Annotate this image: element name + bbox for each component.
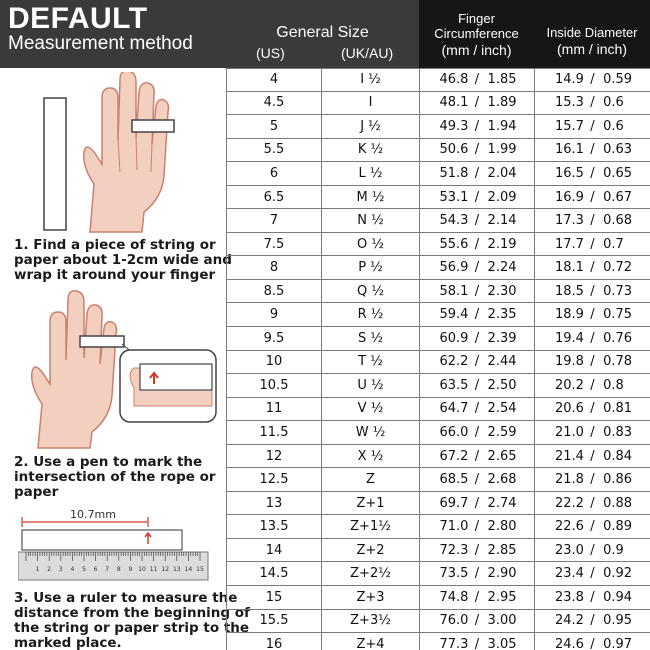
string-and-hand-illustration: [8, 72, 220, 234]
finger-circumference-cell: 68.5 / 2.68: [419, 468, 534, 491]
hand-icon: [32, 291, 117, 448]
us-size-cell: 7: [226, 209, 321, 232]
finger-circumference-cell: 54.3 / 2.14: [419, 209, 534, 232]
general-size-label: General Size: [276, 24, 369, 41]
general-size-header: [226, 0, 419, 68]
finger-circumference-cell: 46.8 / 1.85: [419, 69, 534, 91]
us-size-cell: 11.5: [226, 421, 321, 444]
us-size-cell: 12: [226, 445, 321, 468]
inside-diameter-cell: 20.6 / 0.81: [534, 398, 650, 421]
table-row: [226, 280, 650, 304]
size-rows: [226, 68, 650, 650]
step-1-instructions: 1. Find a piece of string or paper about 1-2cm wide and wrap it around your finger: [14, 237, 232, 283]
uk-size-cell: I: [321, 92, 419, 115]
ruler-tick-label: 2: [47, 566, 52, 573]
us-size-cell: 14: [226, 539, 321, 562]
uk-column-label: (UK/AU): [341, 45, 394, 61]
uk-size-cell: Z+1½: [321, 515, 419, 538]
us-size-cell: 9: [226, 303, 321, 326]
ruler-tick-label: 14: [184, 566, 193, 573]
table-row: [226, 139, 650, 163]
table-row: [226, 351, 650, 375]
uk-size-cell: U ½: [321, 374, 419, 397]
table-row: [226, 610, 650, 634]
inside-diameter-header: Inside Diameter (mm / inch): [534, 0, 650, 68]
us-size-cell: 11: [226, 398, 321, 421]
uk-size-cell: P ½: [321, 256, 419, 279]
us-size-cell: 4: [226, 69, 321, 91]
pen-mark-illustration: [8, 288, 220, 450]
uk-size-cell: Z+4: [321, 633, 419, 650]
uk-size-cell: I ½: [321, 69, 419, 91]
uk-size-cell: Z+3½: [321, 610, 419, 633]
uk-size-cell: V ½: [321, 398, 419, 421]
finger-circumference-cell: 71.0 / 2.80: [419, 515, 534, 538]
us-size-cell: 8.5: [226, 280, 321, 303]
page-subtitle: Measurement method: [8, 33, 193, 54]
ruler-tick-label: 6: [93, 566, 98, 573]
step-2-instructions: 2. Use a pen to mark the intersection of the rope or paper: [14, 454, 216, 500]
step-3-instructions: 3. Use a ruler to measure the distance from the beginning of the string or paper strip to the marked place.: [14, 590, 250, 650]
us-column-label: (US): [256, 45, 285, 61]
table-row: [226, 327, 650, 351]
table-row: [226, 445, 650, 469]
inside-diameter-cell: 21.8 / 0.86: [534, 468, 650, 491]
guide-header: [0, 0, 226, 68]
finger-circumference-header: Finger Circumference (mm / inch): [419, 0, 534, 68]
inside-diameter-cell: 23.8 / 0.94: [534, 586, 650, 609]
uk-size-cell: Q ½: [321, 280, 419, 303]
uk-size-cell: R ½: [321, 303, 419, 326]
us-size-cell: 5: [226, 115, 321, 138]
inside-diameter-cell: 16.9 / 0.67: [534, 186, 650, 209]
finger-circumference-cell: 49.3 / 1.94: [419, 115, 534, 138]
measure-label: 10.7mm: [70, 508, 116, 521]
us-size-cell: 6.5: [226, 186, 321, 209]
table-row: [226, 515, 650, 539]
uk-size-cell: Z+2½: [321, 562, 419, 585]
finger-circumference-cell: 53.1 / 2.09: [419, 186, 534, 209]
ruler-tick-label: 5: [82, 566, 86, 573]
table-row: [226, 92, 650, 116]
table-row: [226, 186, 650, 210]
zoom-inset-icon: [120, 350, 216, 422]
table-row: [226, 115, 650, 139]
ruler-tick-label: 8: [116, 566, 121, 573]
table-row: [226, 233, 650, 257]
uk-size-cell: Z+3: [321, 586, 419, 609]
ruler-tick-label: 10: [138, 566, 146, 573]
ruler-tick-label: 15: [196, 566, 204, 573]
ruler-illustration: [18, 504, 214, 586]
us-size-cell: 12.5: [226, 468, 321, 491]
finger-circumference-cell: 63.5 / 2.50: [419, 374, 534, 397]
table-row: [226, 209, 650, 233]
us-size-cell: 16: [226, 633, 321, 650]
paper-strip-icon: [44, 98, 66, 230]
inside-diameter-cell: 21.4 / 0.84: [534, 445, 650, 468]
table-row: [226, 256, 650, 280]
ruler-tick-label: 4: [70, 566, 75, 573]
finger-circumference-cell: 48.1 / 1.89: [419, 92, 534, 115]
table-row: [226, 633, 650, 650]
uk-size-cell: Z: [321, 468, 419, 491]
ruler-tick-label: 9: [128, 566, 133, 573]
us-size-cell: 10.5: [226, 374, 321, 397]
table-row: [226, 539, 650, 563]
inside-diameter-cell: 23.0 / 0.9: [534, 539, 650, 562]
table-row: [226, 562, 650, 586]
us-size-cell: 15: [226, 586, 321, 609]
inside-diameter-cell: 21.0 / 0.83: [534, 421, 650, 444]
inside-diameter-cell: 23.4 / 0.92: [534, 562, 650, 585]
ring-size-table: [226, 0, 650, 650]
table-row: [226, 303, 650, 327]
finger-circumference-cell: 60.9 / 2.39: [419, 327, 534, 350]
us-size-cell: 13: [226, 492, 321, 515]
ruler-tick-label: 13: [172, 566, 181, 573]
uk-size-cell: Z+2: [321, 539, 419, 562]
us-size-cell: 8: [226, 256, 321, 279]
us-size-cell: 14.5: [226, 562, 321, 585]
inside-diameter-cell: 16.5 / 0.65: [534, 162, 650, 185]
ruler-tick-label: 11: [149, 566, 158, 573]
uk-size-cell: Z+1: [321, 492, 419, 515]
inside-diameter-cell: 19.8 / 0.78: [534, 351, 650, 374]
finger-circumference-cell: 51.8 / 2.04: [419, 162, 534, 185]
finger-circumference-cell: 55.6 / 2.19: [419, 233, 534, 256]
finger-circumference-cell: 76.0 / 3.00: [419, 610, 534, 633]
us-size-cell: 7.5: [226, 233, 321, 256]
inside-diameter-cell: 24.6 / 0.97: [534, 633, 650, 650]
hand-icon: [84, 72, 169, 232]
table-row: [226, 398, 650, 422]
table-row: [226, 162, 650, 186]
us-size-cell: 9.5: [226, 327, 321, 350]
ruler-tick-label: 1: [35, 566, 40, 573]
table-row: [226, 492, 650, 516]
wrapped-strip-icon: [132, 120, 174, 132]
finger-circumference-cell: 59.4 / 2.35: [419, 303, 534, 326]
finger-circumference-cell: 72.3 / 2.85: [419, 539, 534, 562]
measurement-guide-panel: [0, 0, 250, 650]
wrapped-strip-icon: [80, 336, 124, 347]
finger-circumference-cell: 66.0 / 2.59: [419, 421, 534, 444]
ruler-tick-label: 3: [58, 566, 63, 573]
finger-circumference-cell: 74.8 / 2.95: [419, 586, 534, 609]
finger-circumference-cell: 64.7 / 2.54: [419, 398, 534, 421]
inside-diameter-cell: 15.3 / 0.6: [534, 92, 650, 115]
inside-diameter-cell: 24.2 / 0.95: [534, 610, 650, 633]
uk-size-cell: S ½: [321, 327, 419, 350]
uk-size-cell: X ½: [321, 445, 419, 468]
finger-circumference-cell: 56.9 / 2.24: [419, 256, 534, 279]
us-size-cell: 6: [226, 162, 321, 185]
uk-size-cell: O ½: [321, 233, 419, 256]
us-size-cell: 13.5: [226, 515, 321, 538]
inside-diameter-cell: 17.3 / 0.68: [534, 209, 650, 232]
us-size-cell: 5.5: [226, 139, 321, 162]
uk-size-cell: K ½: [321, 139, 419, 162]
inside-diameter-cell: 18.1 / 0.72: [534, 256, 650, 279]
table-row: [226, 421, 650, 445]
inside-diameter-cell: 22.6 / 0.89: [534, 515, 650, 538]
finger-circumference-cell: 50.6 / 1.99: [419, 139, 534, 162]
inside-diameter-cell: 18.9 / 0.75: [534, 303, 650, 326]
finger-circumference-cell: 73.5 / 2.90: [419, 562, 534, 585]
table-row: [226, 68, 650, 92]
finger-circumference-cell: 58.1 / 2.30: [419, 280, 534, 303]
ruler-tick-label: 12: [161, 566, 170, 573]
inside-diameter-cell: 18.5 / 0.73: [534, 280, 650, 303]
inside-diameter-cell: 19.4 / 0.76: [534, 327, 650, 350]
uk-size-cell: L ½: [321, 162, 419, 185]
finger-circumference-cell: 62.2 / 2.44: [419, 351, 534, 374]
inside-diameter-cell: 20.2 / 0.8: [534, 374, 650, 397]
table-row: [226, 468, 650, 492]
uk-size-cell: W ½: [321, 421, 419, 444]
us-size-cell: 15.5: [226, 610, 321, 633]
paper-strip-icon: [22, 530, 182, 550]
page-title: DEFAULT: [8, 2, 148, 35]
uk-size-cell: M ½: [321, 186, 419, 209]
ruler-tick-label: 7: [105, 566, 110, 573]
table-row: [226, 374, 650, 398]
inside-diameter-cell: 14.9 / 0.59: [534, 69, 650, 91]
inside-diameter-cell: 15.7 / 0.6: [534, 115, 650, 138]
us-size-cell: 10: [226, 351, 321, 374]
uk-size-cell: J ½: [321, 115, 419, 138]
inside-diameter-cell: 16.1 / 0.63: [534, 139, 650, 162]
uk-size-cell: N ½: [321, 209, 419, 232]
table-row: [226, 586, 650, 610]
finger-circumference-cell: 69.7 / 2.74: [419, 492, 534, 515]
inside-diameter-cell: 22.2 / 0.88: [534, 492, 650, 515]
uk-size-cell: T ½: [321, 351, 419, 374]
us-size-cell: 4.5: [226, 92, 321, 115]
finger-circumference-cell: 77.3 / 3.05: [419, 633, 534, 650]
finger-circumference-cell: 67.2 / 2.65: [419, 445, 534, 468]
inside-diameter-cell: 17.7 / 0.7: [534, 233, 650, 256]
